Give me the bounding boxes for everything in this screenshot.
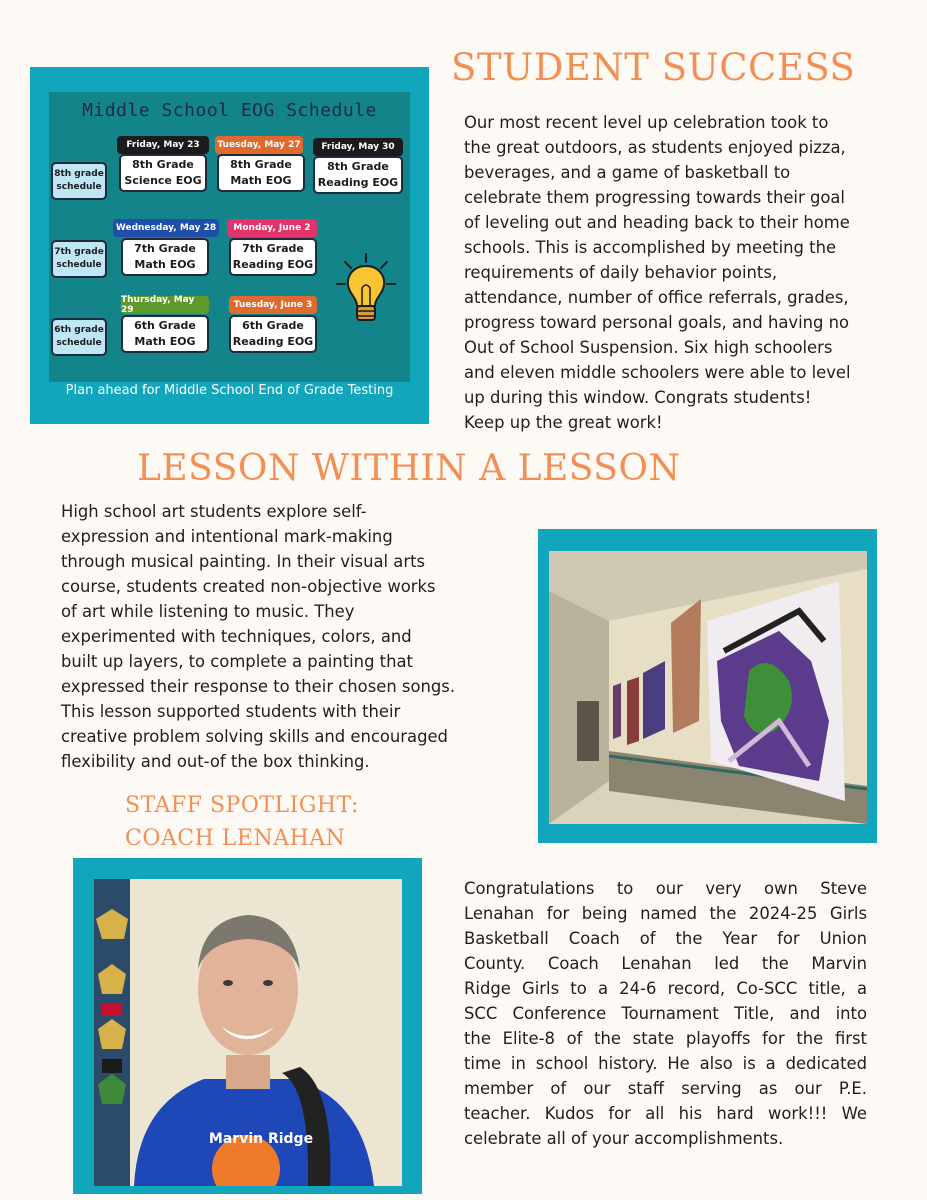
exam-date: Monday, June 2: [227, 219, 317, 237]
lightbulb-icon: [335, 252, 397, 332]
paragraph-line: built up layers, to complete a painting that: [61, 652, 413, 671]
lesson-paragraph: [61, 499, 521, 774]
eog-schedule-caption: Plan ahead for Middle School End of Grade Testing: [65, 383, 394, 398]
paragraph-line: Basketball Coach of the Year for Union: [464, 929, 867, 948]
paragraph-line: expression and intentional mark-making: [61, 527, 393, 546]
paragraph-line: and eleven middle schoolers were able to level: [464, 363, 851, 382]
paragraph-line: teacher. Kudos for all his hard work!!! We: [464, 1104, 867, 1123]
paragraph-line: celebrate all of your accomplishments.: [464, 1129, 784, 1148]
exam-date: Thursday, May 29: [121, 296, 209, 314]
paragraph-line: Lenahan for being named the 2024-25 Girls: [464, 904, 867, 923]
paragraph-line: requirements of daily behavior points,: [464, 263, 778, 282]
exam-date: Wednesday, May 28: [113, 219, 219, 237]
paragraph-line: up during this window. Congrats students!: [464, 388, 812, 407]
paragraph-line: the great outdoors, as students enjoyed pizza,: [464, 138, 846, 157]
exam-date: Friday, May 23: [117, 136, 209, 154]
shirt-text: Marvin Ridge: [208, 1131, 314, 1147]
exam-card: 8th Grade Math EOG: [217, 154, 305, 192]
spotlight-heading: [125, 789, 359, 855]
paragraph-line: course, students created non-objective works: [61, 577, 436, 596]
paragraph-line: expressed their response to their chosen songs.: [61, 677, 456, 696]
spotlight-paragraph: [464, 876, 867, 1151]
student-success-heading: STUDENT SUCCESS: [451, 46, 856, 89]
exam-card: 8th Grade Reading EOG: [313, 156, 403, 194]
paragraph-line: member of our staff serving as our P.E.: [464, 1079, 867, 1098]
paragraph-line: of art while listening to music. They: [61, 602, 355, 621]
grade-label-8th: 8th grade schedule: [51, 162, 107, 200]
paragraph-line: Keep up the great work!: [464, 413, 663, 432]
exam-date: Tuesday, May 27: [215, 136, 303, 154]
eog-schedule-title: Middle School EOG Schedule: [82, 100, 377, 121]
paragraph-line: celebrate them progressing towards their goal: [464, 188, 845, 207]
paragraph-line: progress toward personal goals, and having no: [464, 313, 850, 332]
paragraph-line: through musical painting. In their visual arts: [61, 552, 426, 571]
paragraph-line: attendance, number of office referrals, grades,: [464, 288, 849, 307]
exam-card: 6th Grade Reading EOG: [229, 315, 317, 353]
paragraph-line: beverages, and a game of basketball to: [464, 163, 791, 182]
exam-date: Tuesday, June 3: [229, 296, 317, 314]
lesson-heading: LESSON WITHIN A LESSON: [137, 448, 681, 489]
eog-schedule-board: [49, 92, 410, 382]
paragraph-line: Ridge Girls to a 24-6 record, Co-SCC title, a: [464, 979, 867, 998]
paragraph-line: creative problem solving skills and encouraged: [61, 727, 448, 746]
exam-card: 6th Grade Math EOG: [121, 315, 209, 353]
exam-card: 8th Grade Science EOG: [119, 154, 207, 192]
paragraph-line: the Elite-8 of the state playoffs for the first: [464, 1029, 867, 1048]
paragraph-line: of leveling out and heading back to their home: [464, 213, 850, 232]
spotlight-heading-line1: STAFF SPOTLIGHT:: [125, 793, 359, 818]
paragraph-line: Congratulations to our very own Steve: [464, 879, 867, 898]
paragraph-line: experimented with techniques, colors, and: [61, 627, 412, 646]
paragraph-line: This lesson supported students with their: [61, 702, 401, 721]
grade-label-6th: 6th grade schedule: [51, 318, 107, 356]
student-success-paragraph: [464, 110, 914, 435]
spotlight-heading-line2: COACH LENAHAN: [125, 826, 346, 851]
coach-lenahan-photo: [94, 879, 402, 1186]
art-hallway-photo: [549, 551, 867, 824]
paragraph-line: flexibility and out-of the box thinking.: [61, 752, 370, 771]
paragraph-line: High school art students explore self-: [61, 502, 367, 521]
exam-card: 7th Grade Reading EOG: [229, 238, 317, 276]
grade-label-7th: 7th grade schedule: [51, 240, 107, 278]
paragraph-line: Our most recent level up celebration took to: [464, 113, 829, 132]
paragraph-line: schools. This is accomplished by meeting the: [464, 238, 837, 257]
paragraph-line: County. Coach Lenahan led the Marvin: [464, 954, 867, 973]
exam-date: Friday, May 30: [313, 138, 403, 156]
paragraph-line: Out of School Suspension. Six high schoolers: [464, 338, 833, 357]
exam-card: 7th Grade Math EOG: [121, 238, 209, 276]
paragraph-line: SCC Conference Tournament Title, and into: [464, 1004, 867, 1023]
paragraph-line: time in school history. He also is a dedicated: [464, 1054, 867, 1073]
